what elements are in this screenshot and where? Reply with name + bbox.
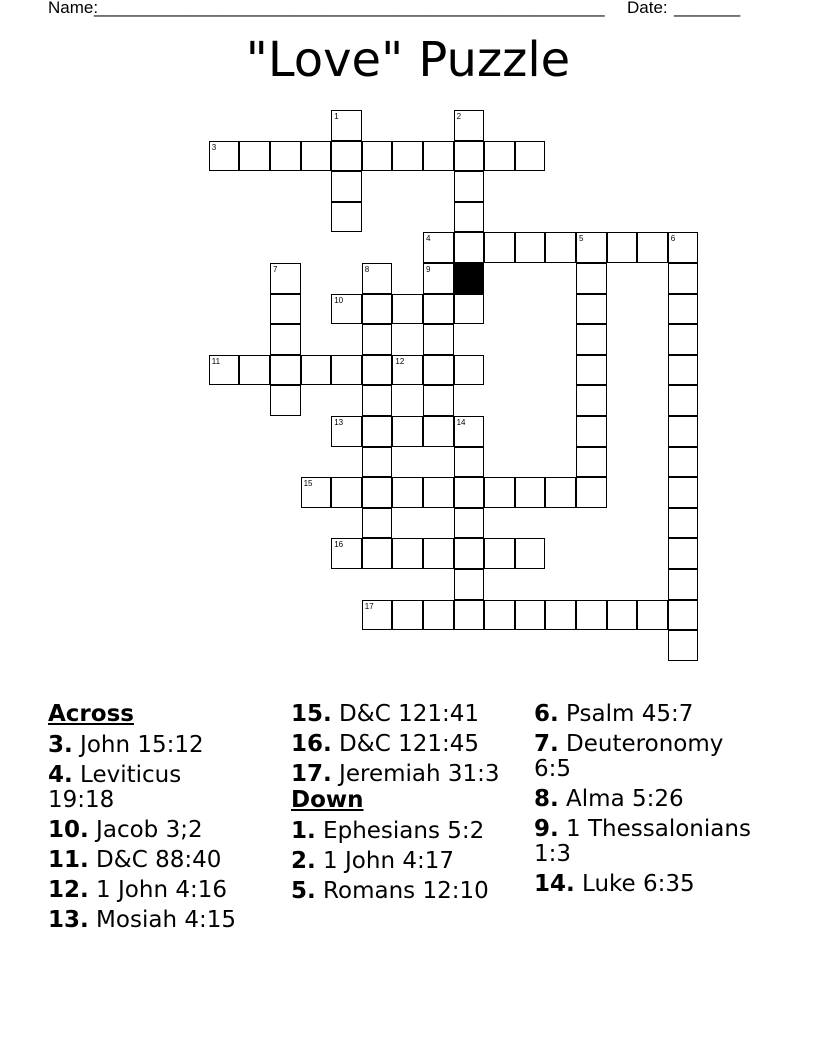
- grid-cell[interactable]: [454, 355, 485, 386]
- clue-text: D&C 121:41: [331, 701, 479, 727]
- clue-text: 1 John 4:17: [315, 848, 454, 874]
- across-clue: [48, 878, 248, 903]
- clue-text: 1 Thessalonians 1:3: [534, 816, 751, 867]
- grid-cell[interactable]: [576, 385, 607, 416]
- grid-cell[interactable]: [362, 477, 393, 508]
- grid-cell[interactable]: [362, 508, 393, 539]
- clue-text: Mosiah 4:15: [88, 907, 236, 933]
- grid-cell[interactable]: [423, 232, 454, 263]
- grid-cell[interactable]: [423, 538, 454, 569]
- clue-text: Romans 12:10: [315, 878, 489, 904]
- grid-cell[interactable]: [668, 232, 699, 263]
- grid-cell[interactable]: [362, 447, 393, 478]
- grid-cell[interactable]: [545, 232, 576, 263]
- down-clue: [534, 872, 764, 897]
- grid-cell[interactable]: [607, 232, 638, 263]
- grid-cell[interactable]: [576, 355, 607, 386]
- grid-cell[interactable]: [423, 294, 454, 325]
- grid-cell[interactable]: [423, 324, 454, 355]
- grid-cell[interactable]: [576, 600, 607, 631]
- grid-cell[interactable]: [484, 477, 515, 508]
- grid-cell[interactable]: [209, 355, 240, 386]
- grid-cell[interactable]: [637, 232, 668, 263]
- clue-text: Deuteronomy 6:5: [534, 731, 724, 782]
- grid-cell[interactable]: [270, 324, 301, 355]
- grid-cell[interactable]: [392, 416, 423, 447]
- grid-cell[interactable]: [331, 110, 362, 141]
- clue-text: D&C 88:40: [88, 847, 222, 873]
- grid-cell[interactable]: [454, 141, 485, 172]
- down-heading: Down: [291, 787, 364, 813]
- clues-column-2: [291, 702, 501, 909]
- grid-cell[interactable]: [423, 141, 454, 172]
- clue-number: 16: [334, 540, 344, 550]
- name-field[interactable]: ______________________________________________________: [94, 0, 605, 17]
- grid-cell[interactable]: [270, 141, 301, 172]
- across-clue: [48, 818, 248, 843]
- across-clue: [291, 762, 501, 787]
- clue-text: Luke 6:35: [574, 871, 695, 897]
- clue-number: 12.: [48, 877, 89, 903]
- clue-number: 5.: [291, 878, 316, 904]
- grid-cell[interactable]: [454, 110, 485, 141]
- grid-cell[interactable]: [668, 508, 699, 539]
- clue-number: 17.: [291, 761, 332, 787]
- clue-text: Alma 5:26: [558, 786, 684, 812]
- grid-cell[interactable]: [331, 477, 362, 508]
- grid-cell[interactable]: [515, 232, 546, 263]
- grid-cell[interactable]: [454, 294, 485, 325]
- clue-number: 14: [456, 418, 466, 427]
- grid-cell[interactable]: [454, 202, 485, 233]
- grid-cell[interactable]: [576, 324, 607, 355]
- clue-number: 5: [579, 234, 584, 244]
- clues-column-3: [534, 702, 764, 902]
- grid-cell[interactable]: [515, 477, 546, 508]
- grid-cell[interactable]: [270, 385, 301, 416]
- grid-cell[interactable]: [668, 355, 699, 386]
- grid-cell[interactable]: [545, 600, 576, 631]
- clue-text: D&C 121:45: [331, 731, 479, 757]
- grid-cell[interactable]: [454, 232, 485, 263]
- name-label: Name:: [48, 0, 99, 17]
- clue-number: 7: [273, 265, 278, 274]
- grid-cell[interactable]: [484, 538, 515, 569]
- clue-text: Ephesians 5:2: [315, 818, 485, 844]
- grid-cell[interactable]: [423, 416, 454, 447]
- down-clue: [291, 819, 501, 844]
- clue-number: 11: [211, 356, 221, 366]
- grid-cell[interactable]: [668, 447, 699, 478]
- across-clue: [48, 848, 248, 873]
- clues-column-1: [48, 702, 248, 938]
- across-heading: Across: [48, 701, 134, 727]
- grid-cell[interactable]: [270, 263, 301, 294]
- grid-cell[interactable]: [331, 355, 362, 386]
- clue-text: John 15:12: [72, 732, 204, 758]
- grid-cell[interactable]: [423, 263, 454, 294]
- grid-cell[interactable]: [301, 355, 332, 386]
- clue-text: Psalm 45:7: [558, 701, 694, 727]
- grid-cell[interactable]: [668, 569, 699, 600]
- grid-cell[interactable]: [484, 232, 515, 263]
- across-clue: [48, 733, 248, 758]
- grid-cell[interactable]: [423, 355, 454, 386]
- grid-cell[interactable]: [209, 141, 240, 172]
- grid-cell[interactable]: [515, 538, 546, 569]
- grid-cell[interactable]: [454, 508, 485, 539]
- grid-cell[interactable]: [301, 477, 332, 508]
- grid-cell[interactable]: [392, 600, 423, 631]
- grid-cell[interactable]: [668, 600, 699, 631]
- grid-cell[interactable]: [576, 232, 607, 263]
- clue-number: 15: [303, 479, 313, 489]
- grid-cell[interactable]: [454, 416, 485, 447]
- black-square: [454, 263, 485, 294]
- clue-number: 6: [670, 234, 676, 244]
- clue-number: 16.: [291, 731, 332, 757]
- grid-cell[interactable]: [576, 477, 607, 508]
- grid-cell[interactable]: [362, 600, 393, 631]
- grid-cell[interactable]: [454, 447, 485, 478]
- grid-cell[interactable]: [668, 294, 699, 325]
- grid-cell[interactable]: [362, 416, 393, 447]
- grid-cell[interactable]: [270, 294, 301, 325]
- grid-cell[interactable]: [576, 416, 607, 447]
- clue-text: Jacob 3;2: [88, 817, 203, 843]
- clue-number: 13: [334, 418, 344, 427]
- down-clue: [534, 817, 764, 867]
- clue-number: 2.: [291, 848, 316, 874]
- clue-number: 12: [395, 356, 405, 366]
- clue-number: 3.: [48, 732, 73, 758]
- grid-cell[interactable]: [668, 416, 699, 447]
- grid-cell[interactable]: [607, 600, 638, 631]
- clue-text: Leviticus 19:18: [48, 762, 182, 813]
- grid-cell[interactable]: [362, 538, 393, 569]
- clue-number: 10.: [48, 817, 89, 843]
- grid-cell[interactable]: [239, 141, 270, 172]
- grid-cell[interactable]: [331, 416, 362, 447]
- grid-cell[interactable]: [668, 263, 699, 294]
- grid-cell[interactable]: [331, 538, 362, 569]
- clue-number: 2: [456, 112, 462, 121]
- clue-number: 6.: [534, 701, 559, 727]
- down-clue: [534, 787, 764, 812]
- grid-cell[interactable]: [454, 538, 485, 569]
- grid-cell[interactable]: [331, 171, 362, 202]
- grid-cell[interactable]: [668, 477, 699, 508]
- down-clue: [534, 702, 764, 727]
- grid-cell[interactable]: [392, 538, 423, 569]
- grid-cell[interactable]: [454, 477, 485, 508]
- grid-cell[interactable]: [454, 569, 485, 600]
- grid-cell[interactable]: [392, 141, 423, 172]
- grid-cell[interactable]: [362, 141, 393, 172]
- clue-number: 17: [364, 601, 374, 611]
- grid-cell[interactable]: [423, 600, 454, 631]
- grid-cell[interactable]: [362, 263, 393, 294]
- grid-cell[interactable]: [545, 477, 576, 508]
- grid-cell[interactable]: [423, 385, 454, 416]
- grid-cell[interactable]: [576, 263, 607, 294]
- down-clue: [291, 849, 501, 874]
- page-title: "Love" Puzzle: [245, 32, 571, 88]
- clue-text: Jeremiah 31:3: [331, 761, 500, 787]
- grid-cell[interactable]: [668, 324, 699, 355]
- date-label: Date:: [627, 0, 668, 17]
- down-clue: [534, 732, 764, 782]
- clue-number: 14.: [534, 871, 575, 897]
- grid-cell[interactable]: [484, 141, 515, 172]
- grid-cell[interactable]: [576, 294, 607, 325]
- grid-cell[interactable]: [362, 294, 393, 325]
- grid-cell[interactable]: [668, 630, 699, 661]
- grid-cell[interactable]: [392, 477, 423, 508]
- grid-cell[interactable]: [668, 385, 699, 416]
- grid-cell[interactable]: [392, 355, 423, 386]
- clue-number: 3: [211, 142, 217, 152]
- clue-number: 1: [334, 112, 339, 121]
- grid-cell[interactable]: [362, 355, 393, 386]
- clue-number: 9: [426, 265, 431, 274]
- clue-number: 4.: [48, 762, 73, 788]
- across-clue: [291, 702, 501, 727]
- down-clue: [291, 879, 501, 904]
- grid-cell[interactable]: [301, 141, 332, 172]
- clue-number: 1.: [291, 818, 316, 844]
- across-clue: [48, 908, 248, 933]
- grid-cell[interactable]: [576, 447, 607, 478]
- grid-cell[interactable]: [484, 600, 515, 631]
- clue-text: 1 John 4:16: [88, 877, 227, 903]
- grid-cell[interactable]: [239, 355, 270, 386]
- clue-number: 4: [426, 234, 431, 244]
- clue-number: 15.: [291, 701, 332, 727]
- date-field[interactable]: _______: [674, 0, 741, 17]
- grid-cell[interactable]: [392, 294, 423, 325]
- grid-cell[interactable]: [331, 141, 362, 172]
- grid-cell[interactable]: [515, 141, 546, 172]
- grid-cell[interactable]: [362, 385, 393, 416]
- grid-cell[interactable]: [331, 294, 362, 325]
- grid-cell[interactable]: [454, 600, 485, 631]
- clue-number: 8: [364, 265, 370, 274]
- across-clue: [48, 763, 248, 813]
- clue-number: 9.: [534, 816, 559, 842]
- clue-number: 7.: [534, 731, 559, 757]
- clue-number: 11.: [48, 847, 89, 873]
- grid-cell[interactable]: [515, 600, 546, 631]
- grid-cell[interactable]: [362, 324, 393, 355]
- grid-cell[interactable]: [331, 202, 362, 233]
- grid-cell[interactable]: [423, 477, 454, 508]
- clue-number: 10: [334, 295, 344, 305]
- clue-number: 8.: [534, 786, 559, 812]
- grid-cell[interactable]: [637, 600, 668, 631]
- grid-cell[interactable]: [270, 355, 301, 386]
- grid-cell[interactable]: [454, 171, 485, 202]
- across-clue: [291, 732, 501, 757]
- grid-cell[interactable]: [668, 538, 699, 569]
- clue-number: 13.: [48, 907, 89, 933]
